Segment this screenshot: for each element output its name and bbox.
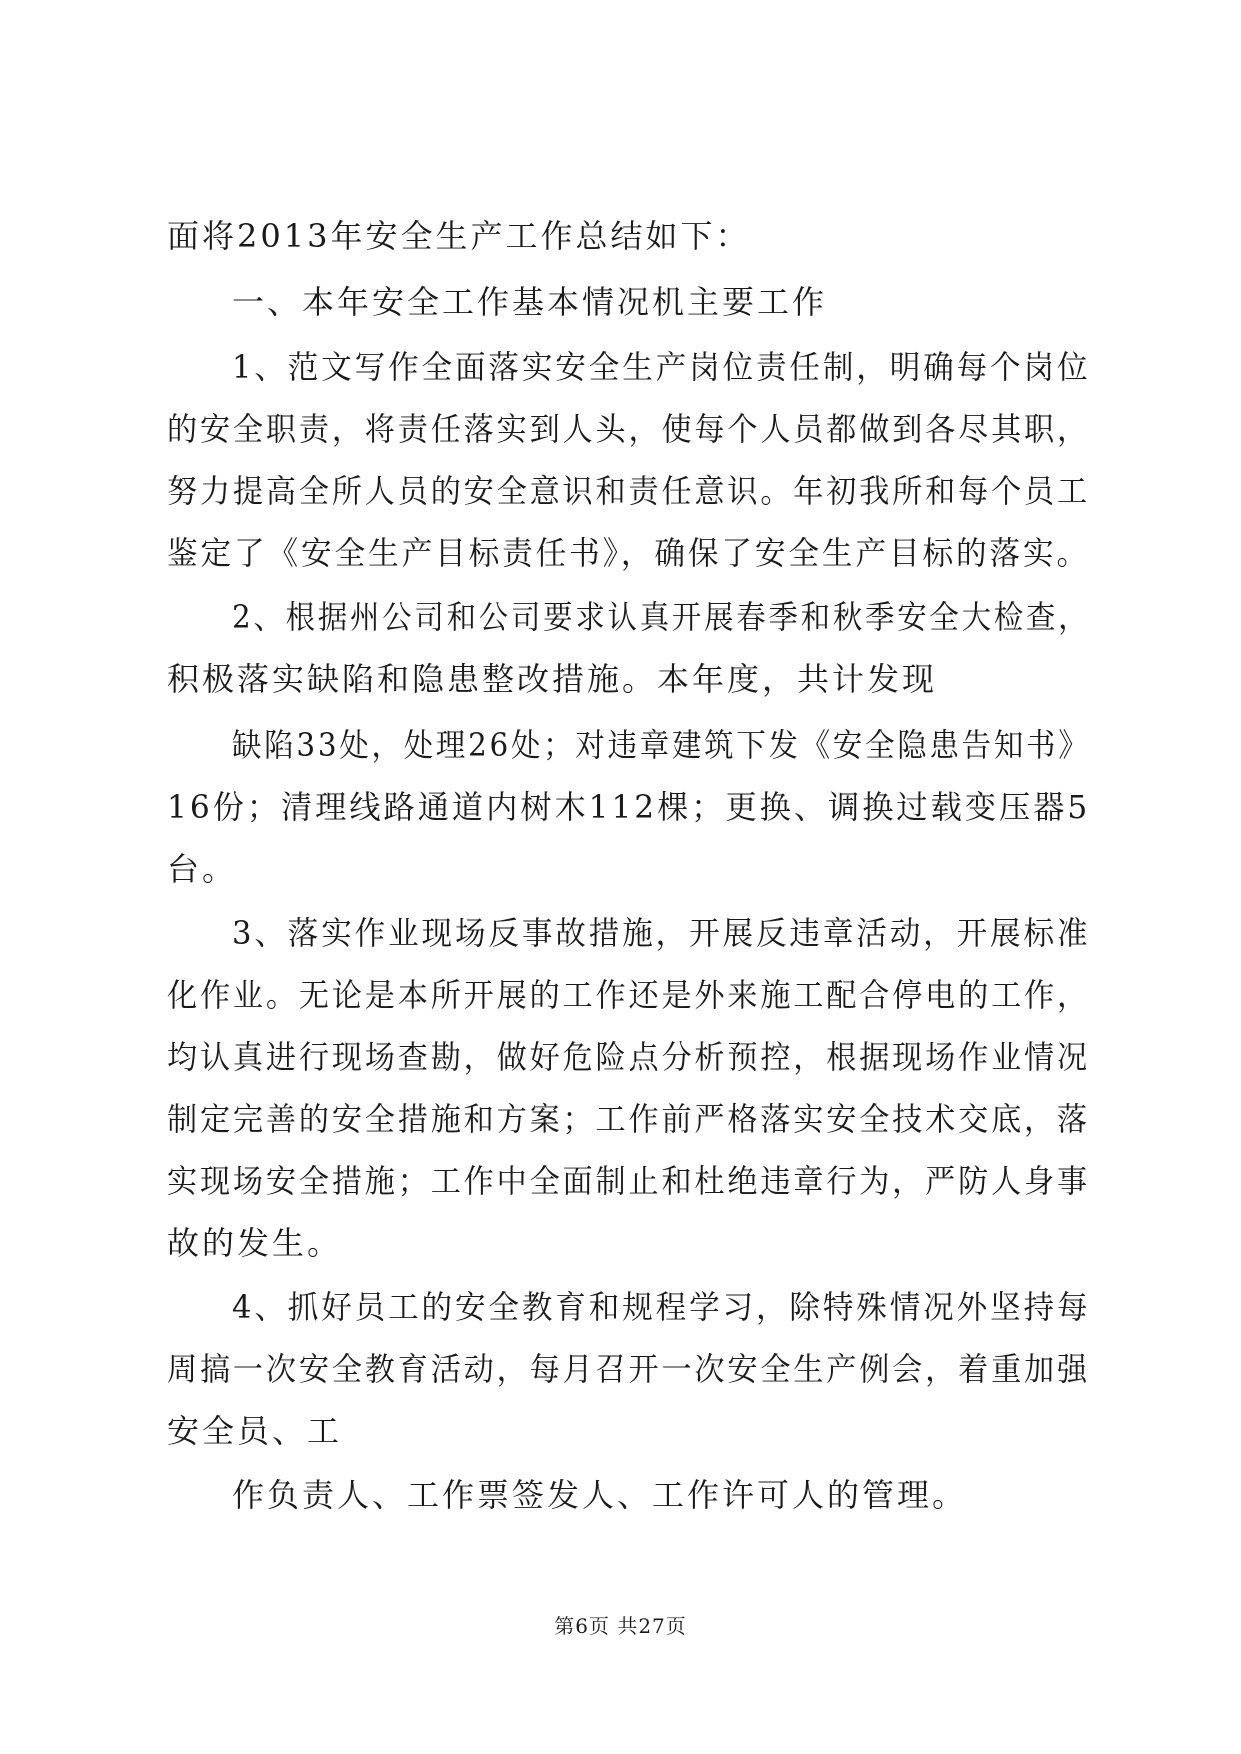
text-line: 台。 bbox=[167, 850, 238, 888]
text-line: 面将2013年安全生产工作总结如下： bbox=[167, 217, 751, 255]
text-line: 均认真进行现场查勘，做好危险点分析预控，根据现场作业情况 bbox=[167, 1038, 1090, 1076]
text-line: 作负责人、工作票签发人、工作许可人的管理。 bbox=[232, 1476, 968, 1514]
text-line: 积极落实缺陷和隐患整改措施。本年度，共计发现 bbox=[167, 660, 938, 698]
text-line: 故的发生。 bbox=[167, 1224, 343, 1262]
text-line: 16份；清理线路通道内树木112棵；更换、调换过载变压器5 bbox=[167, 788, 1091, 826]
text-line: 鉴定了《安全生产目标责任书》，确保了安全生产目标的落实。 bbox=[167, 534, 1091, 572]
text-line: 3、落实作业现场反事故措施，开展反违章活动，开展标准 bbox=[232, 914, 1091, 952]
text-line: 周搞一次安全教育活动，每月召开一次安全生产例会，着重加强 bbox=[167, 1350, 1090, 1388]
text-line: 努力提高全所人员的安全意识和责任意识。年初我所和每个员工 bbox=[167, 472, 1090, 510]
text-line: 制定完善的安全措施和方案；工作前严格落实安全技术交底，落 bbox=[167, 1100, 1090, 1138]
text-line: 的安全职责，将责任落实到人头，使每个人员都做到各尽其职， bbox=[167, 410, 1090, 448]
text-line: 4、抓好员工的安全教育和规程学习，除特殊情况外坚持每 bbox=[232, 1288, 1091, 1326]
text-line: 化作业。无论是本所开展的工作还是外来施工配合停电的工作， bbox=[167, 976, 1090, 1014]
text-line: 缺陷33处，处理26处；对违章建筑下发《安全隐患告知书》 bbox=[232, 726, 1091, 764]
text-line: 1、范文写作全面落实安全生产岗位责任制，明确每个岗位 bbox=[232, 348, 1091, 386]
text-line: 安全员、工 bbox=[167, 1412, 343, 1450]
text-line: 实现场安全措施；工作中全面制止和杜绝违章行为，严防人身事 bbox=[167, 1162, 1090, 1200]
page-number-footer: 第6页 共27页 bbox=[554, 1614, 687, 1638]
text-line: 2、根据州公司和公司要求认真开展春季和秋季安全大检查， bbox=[232, 598, 1091, 636]
section-heading: 一、本年安全工作基本情况机主要工作 bbox=[232, 283, 828, 321]
